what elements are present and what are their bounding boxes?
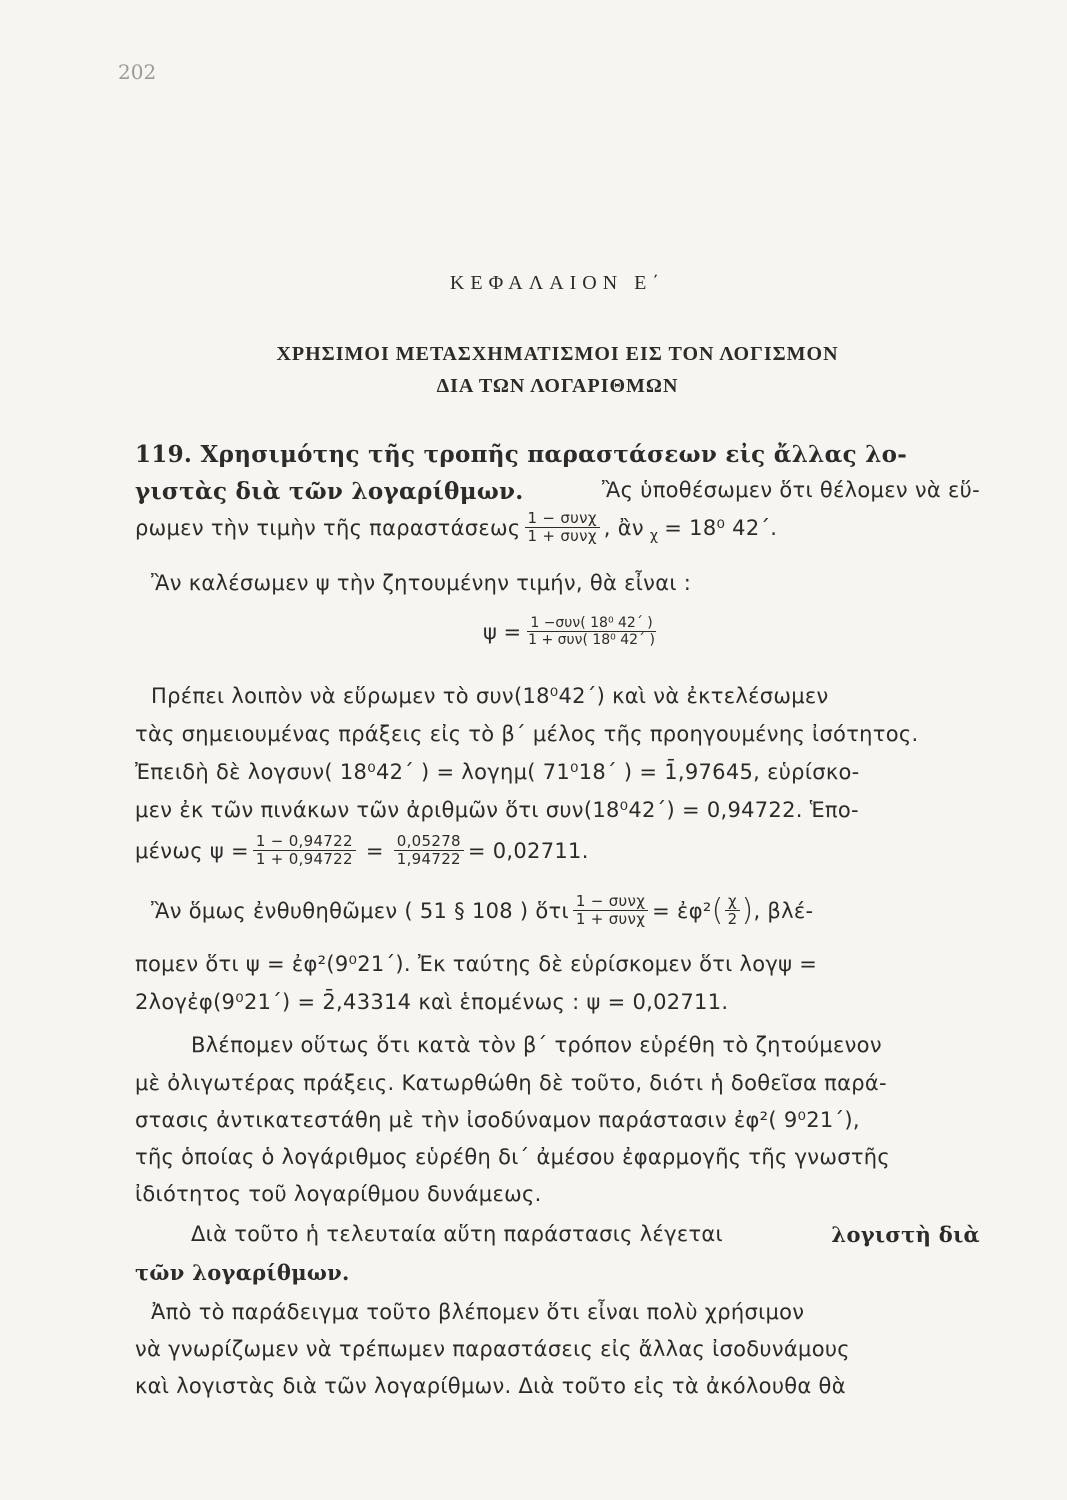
fraction-numerator: 1 − συνχ xyxy=(573,893,648,911)
text-span: , ἂν xyxy=(603,515,644,540)
fraction-numerator: 0,05278 xyxy=(394,833,464,851)
paragraph-1-line-3: Ἐπειδὴ δὲ λογσυν( 18⁰42΄ ) = λογημ( 71⁰18΄ ) = 1̄,97645, εὑρίσκο- xyxy=(135,760,860,784)
left-paren: ( xyxy=(711,893,724,929)
fraction-1 xyxy=(525,510,600,546)
fraction-numerator: 1 − 0,94722 xyxy=(253,833,356,851)
text-span: Ἂς ὑποθέσωμεν ὅτι θέλομεν νὰ εὕ- xyxy=(601,478,980,502)
page-number: 202 xyxy=(118,60,157,84)
chapter-heading: ΚΕΦΑΛΑΙΟΝ Ε΄ xyxy=(449,272,666,294)
fraction-denominator: 1,94722 xyxy=(396,850,461,869)
fraction-numerator: χ xyxy=(725,893,740,911)
fraction-2 xyxy=(525,615,658,648)
text-span: , βλέ- xyxy=(753,898,814,923)
text-span: Διὰ τοῦτο ἡ τελευταία αὕτη παράστασις λέγεται xyxy=(191,1222,723,1246)
fraction-4 xyxy=(394,833,464,869)
document-page xyxy=(135,0,980,1500)
fraction-3 xyxy=(253,833,356,869)
fraction-6 xyxy=(725,893,741,929)
text-span: = ἐφ² xyxy=(652,898,712,923)
paragraph-1-line-4: μεν ἐκ τῶν πινάκων τῶν ἀριθμῶν ὅτι συν(18⁰42΄) = 0,94722. Ἑπο- xyxy=(135,798,859,822)
paragraph-2-line-3: 2λογἐφ(9⁰21΄) = 2̄,43314 καὶ ἑπομένως : ψ = 0,02711. xyxy=(135,990,729,1014)
right-paren: ) xyxy=(741,893,754,929)
text-span: = 18⁰ 42΄. xyxy=(664,515,778,540)
paragraph-5-line-3: καὶ λογιστὰς διὰ τῶν λογαρίθμων. Διὰ τοῦτο εἰς τὰ ἀκόλουθα θὰ xyxy=(135,1374,846,1398)
section-line-3 xyxy=(135,510,980,546)
paragraph-3-line-3: στασις ἀντικατεστάθη μὲ τὴν ἰσοδύναμον παράστασιν ἐφ²( 9⁰21΄), xyxy=(135,1108,860,1132)
chapter-title-line-1: ΧΡΗΣΙΜΟΙ ΜΕΤΑΣΧΗΜΑΤΙΣΜΟΙ ΕΙΣ ΤΟΝ ΛΟΓΙΣΜΟΝ xyxy=(276,343,839,365)
text-span: Ἂν ὅμως ἐνθυθηθῶμεν ( 51 § 108 ) ὅτι xyxy=(151,898,569,923)
paragraph-3-line-5: ἰδιότητος τοῦ λογαρίθμου δυνάμεως. xyxy=(135,1182,542,1206)
fraction-numerator: 1 − συνχ xyxy=(525,510,600,528)
section-line-4: Ἂν καλέσωμεν ψ τὴν ζητουμένην τιμήν, θὰ εἶναι : xyxy=(151,571,692,595)
equals-sign: = xyxy=(365,838,384,863)
paragraph-4-line-2: τῶν λογαρίθμων. xyxy=(135,1260,350,1285)
paren-fraction xyxy=(712,893,754,929)
paragraph-3-line-2: μὲ ὀλιγωτέρας πράξεις. Κατωρθώθη δὲ τοῦτο, διότι ἡ δοθεῖσα παρά- xyxy=(135,1071,887,1095)
fraction-numerator: 1 −συν( 18⁰ 42΄ ) xyxy=(527,615,655,632)
fraction-denominator: 1 + συν( 18⁰ 42΄ ) xyxy=(528,632,655,649)
paragraph-5-line-2: νὰ γνωρίζωμεν νὰ τρέπωμεν παραστάσεις εἰς ἄλλας ἰσοδυνάμους xyxy=(135,1337,850,1361)
fraction-denominator: 1 + συνχ xyxy=(575,910,646,929)
paragraph-4-line-1 xyxy=(191,1222,980,1247)
paragraph-3-line-4: τῆς ὁποίας ὁ λογάριθμος εὑρέθη δι΄ ἀμέσου ἐφαρμογῆς τῆς γνωστῆς xyxy=(135,1145,890,1169)
psi-symbol: ψ = xyxy=(483,619,522,644)
paragraph-3-line-1: Βλέπομεν οὕτως ὅτι κατὰ τὸν β΄ τρόπον εὑρέθη τὸ ζητούμενον xyxy=(191,1033,882,1057)
psi-equation xyxy=(483,615,662,648)
section-heading-text-2: γιστὰς διὰ τῶν λογαρίθμων. xyxy=(135,478,524,505)
paragraph-1-line-1: Πρέπει λοιπὸν νὰ εὕρωμεν τὸ συν(18⁰42΄) καὶ νὰ ἐκτελέσωμεν xyxy=(151,684,829,708)
section-heading-text: Χρησιμότης τῆς τροπῆς παραστάσεων εἰς ἄλλας λο- xyxy=(200,441,908,468)
fraction-denominator: 2 xyxy=(727,910,738,929)
fraction-denominator: 1 + 0,94722 xyxy=(255,850,353,869)
fraction-5 xyxy=(573,893,648,929)
fraction-denominator: 1 + συνχ xyxy=(527,527,597,546)
text-span: = 0,02711. xyxy=(467,838,589,863)
paragraph-1-line-5 xyxy=(135,833,980,869)
variable-x: χ xyxy=(649,527,659,544)
paragraph-2-line-2: πομεν ὅτι ψ = ἐφ²(9⁰21΄). Ἐκ ταύτης δὲ εὑρίσκομεν ὅτι λογψ = xyxy=(135,952,818,976)
paragraph-1-line-2: τὰς σημειουμένας πράξεις εἰς τὸ β΄ μέλος τῆς προηγουμένης ἰσότητος. xyxy=(135,722,919,746)
paragraph-2-line-1 xyxy=(151,893,996,929)
bold-term: λογιστὴ διὰ xyxy=(831,1222,980,1247)
chapter-title-line-2: ΔΙΑ ΤΩΝ ΛΟΓΑΡΙΘΜΩΝ xyxy=(436,375,679,397)
paragraph-5-line-1: Ἀπὸ τὸ παράδειγμα τοῦτο βλέπομεν ὅτι εἶναι πολὺ χρήσιμον xyxy=(151,1300,805,1324)
section-heading-line-1 xyxy=(135,441,980,468)
section-line-2 xyxy=(135,478,980,505)
text-span: μένως ψ = xyxy=(135,838,249,863)
text-span: ρωμεν τὴν τιμὴν τῆς παραστάσεως xyxy=(135,515,521,540)
section-number: 119. xyxy=(135,441,193,468)
